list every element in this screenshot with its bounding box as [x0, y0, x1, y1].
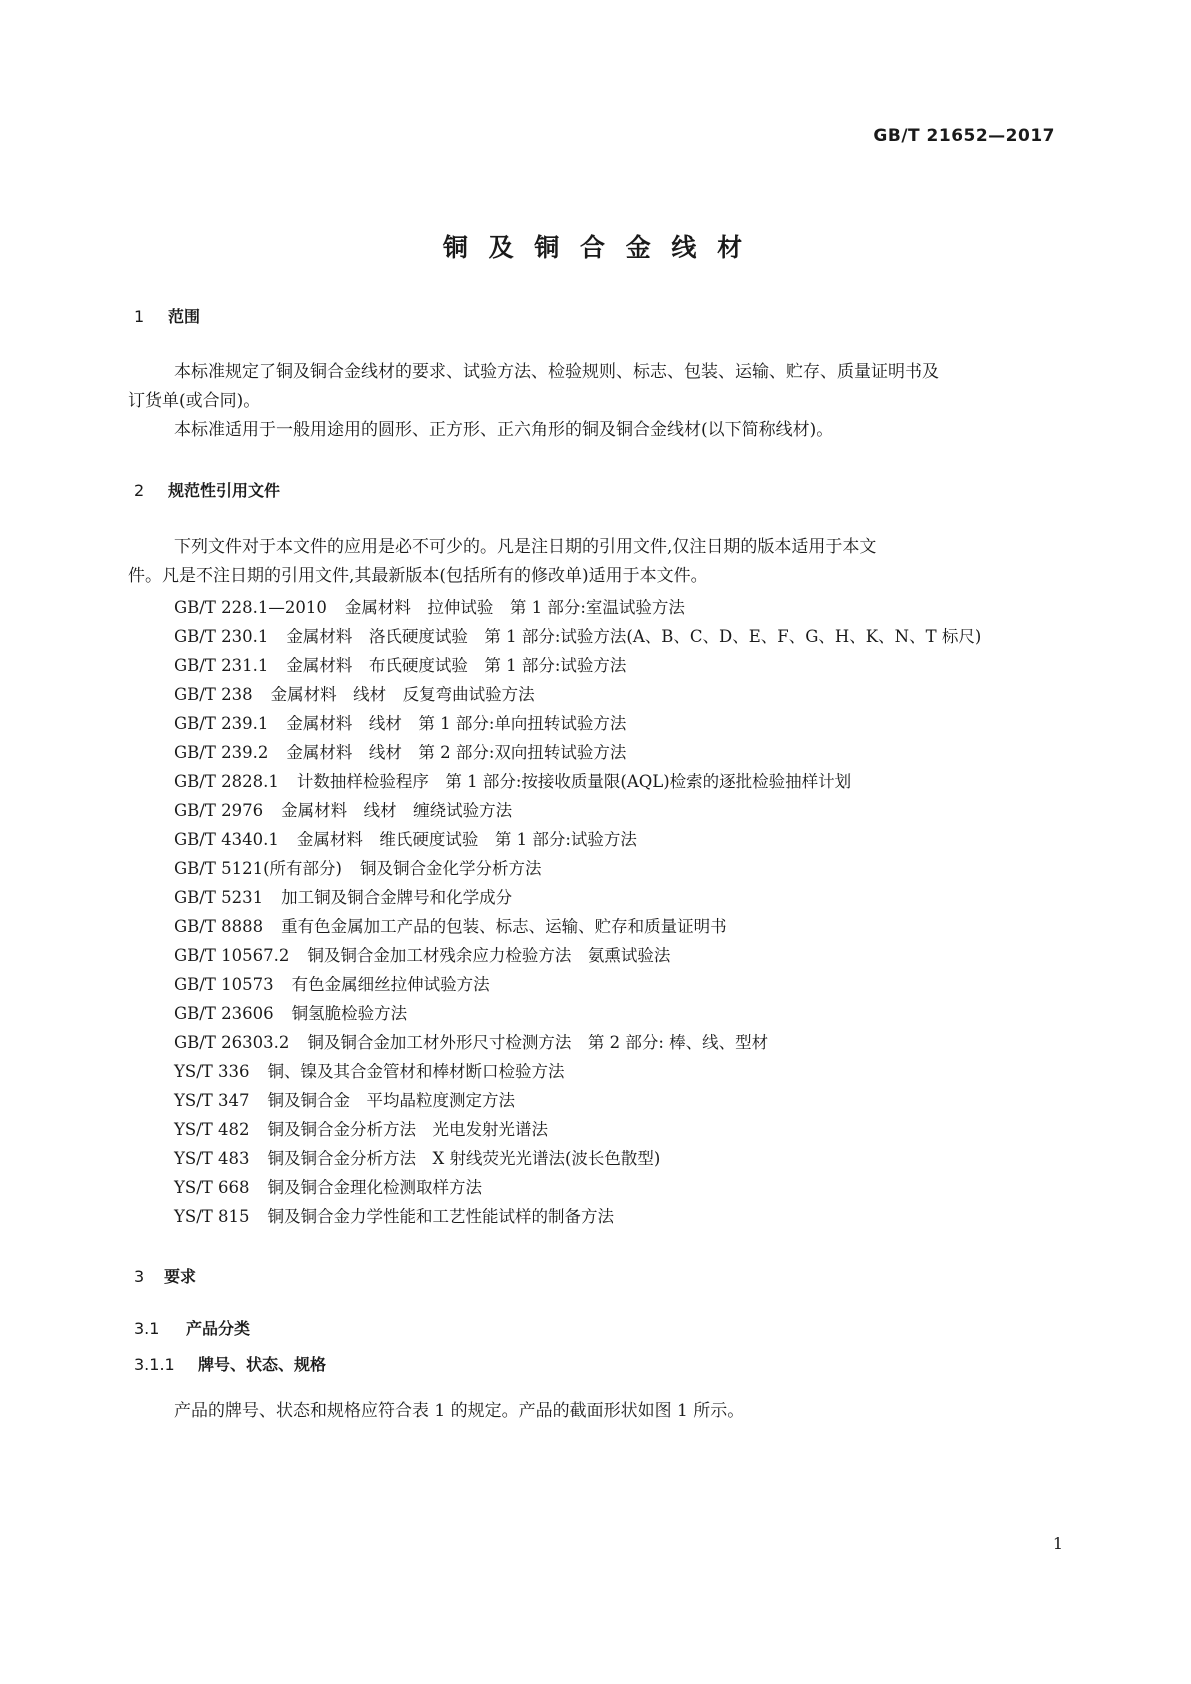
paragraph: 本标准适用于一般用途用的圆形、正方形、正六角形的铜及铜合金线材(以下简称线材)。 [174, 420, 834, 440]
reference-code: GB/T 239.1 [174, 714, 269, 733]
reference-code: YS/T 347 [174, 1091, 250, 1110]
paragraph: 产品的牌号、状态和规格应符合表 1 的规定。产品的截面形状如图 1 所示。 [174, 1401, 745, 1421]
reference-code: GB/T 238 [174, 685, 253, 704]
reference-title: 金属材料 布氏硬度试验 第 1 部分:试验方法 [286, 656, 627, 675]
reference-item [174, 652, 626, 676]
reference-item [174, 855, 541, 879]
reference-item [174, 1029, 768, 1053]
reference-code: GB/T 239.2 [174, 743, 269, 762]
reference-code: GB/T 10573 [174, 975, 274, 994]
reference-item [174, 1174, 482, 1198]
reference-item [174, 594, 685, 618]
reference-code: YS/T 815 [174, 1207, 250, 1226]
reference-code: YS/T 336 [174, 1062, 250, 1081]
reference-item [174, 826, 637, 850]
reference-item [174, 710, 626, 734]
paragraph: 件。凡是不注日期的引用文件,其最新版本(包括所有的修改单)适用于本文件。 [128, 566, 708, 586]
reference-title: 金属材料 线材 第 1 部分:单向扭转试验方法 [286, 714, 627, 733]
reference-title: 铜氢脆检验方法 [291, 1004, 408, 1023]
reference-item [174, 623, 981, 647]
section-title: 规范性引用文件 [168, 481, 281, 500]
paragraph: 下列文件对于本文件的应用是必不可少的。凡是注日期的引用文件,仅注日期的版本适用于本文 [174, 537, 877, 557]
section-1-heading [134, 304, 200, 327]
paragraph: 订货单(或合同)。 [128, 391, 261, 411]
reference-title: 铜及铜合金力学性能和工艺性能试样的制备方法 [267, 1207, 614, 1226]
reference-item [174, 942, 670, 966]
reference-code: GB/T 23606 [174, 1004, 274, 1023]
subsection-3-1-heading [134, 1316, 250, 1339]
reference-code: GB/T 8888 [174, 917, 264, 936]
reference-code: GB/T 2828.1 [174, 772, 279, 791]
reference-title: 金属材料 维氏硬度试验 第 1 部分:试验方法 [296, 830, 637, 849]
reference-code: YS/T 482 [174, 1120, 250, 1139]
reference-title: 金属材料 洛氏硬度试验 第 1 部分:试验方法(A、B、C、D、E、F、G、H、K、N、T 标尺) [286, 627, 982, 646]
reference-item [174, 797, 512, 821]
section-title: 牌号、状态、规格 [198, 1355, 327, 1374]
reference-code: GB/T 5121(所有部分) [174, 859, 342, 878]
section-number: 3.1 [134, 1319, 160, 1338]
reference-code: GB/T 26303.2 [174, 1033, 290, 1052]
reference-title: 金属材料 线材 反复弯曲试验方法 [270, 685, 535, 704]
reference-code: GB/T 10567.2 [174, 946, 290, 965]
section-number: 3.1.1 [134, 1355, 175, 1374]
reference-item [174, 971, 490, 995]
reference-title: 重有色金属加工产品的包装、标志、运输、贮存和质量证明书 [281, 917, 727, 936]
reference-title: 铜及铜合金 平均晶粒度测定方法 [267, 1091, 515, 1110]
section-title: 要求 [164, 1267, 197, 1286]
reference-title: 铜及铜合金分析方法 光电发射光谱法 [267, 1120, 548, 1139]
document-title: 铜 及 铜 合 金 线 材 [442, 233, 749, 262]
reference-item [174, 768, 851, 792]
section-title: 产品分类 [186, 1319, 251, 1338]
reference-item [174, 1145, 660, 1169]
paragraph: 本标准规定了铜及铜合金线材的要求、试验方法、检验规则、标志、包装、运输、贮存、质量证明书及 [174, 362, 939, 382]
subsection-3-1-1-heading [134, 1352, 326, 1375]
reference-code: YS/T 668 [174, 1178, 250, 1197]
reference-title: 加工铜及铜合金牌号和化学成分 [281, 888, 513, 907]
reference-code: GB/T 2976 [174, 801, 264, 820]
reference-item [174, 739, 626, 763]
reference-title: 计数抽样检验程序 第 1 部分:按接收质量限(AQL)检索的逐批检验抽样计划 [296, 772, 852, 791]
reference-title: 有色金属细丝拉伸试验方法 [291, 975, 490, 994]
reference-title: 铜、镍及其合金管材和棒材断口检验方法 [267, 1062, 565, 1081]
section-number: 1 [134, 307, 145, 326]
reference-code: GB/T 228.1—2010 [174, 598, 327, 617]
section-number: 2 [134, 481, 145, 500]
reference-code: GB/T 4340.1 [174, 830, 279, 849]
reference-item [174, 884, 512, 908]
reference-item [174, 1116, 548, 1140]
reference-code: GB/T 230.1 [174, 627, 269, 646]
reference-title: 金属材料 线材 第 2 部分:双向扭转试验方法 [286, 743, 627, 762]
reference-item [174, 1087, 515, 1111]
reference-title: 金属材料 线材 缠绕试验方法 [281, 801, 513, 820]
reference-code: GB/T 5231 [174, 888, 264, 907]
page-number: 1 [1052, 1534, 1063, 1553]
section-3-heading [134, 1264, 196, 1287]
reference-item [174, 1000, 407, 1024]
reference-title: 铜及铜合金化学分析方法 [359, 859, 542, 878]
reference-code: GB/T 231.1 [174, 656, 269, 675]
reference-code: YS/T 483 [174, 1149, 250, 1168]
reference-title: 铜及铜合金加工材外形尺寸检测方法 第 2 部分: 棒、线、型材 [307, 1033, 769, 1052]
reference-title: 铜及铜合金分析方法 X 射线荧光光谱法(波长色散型) [267, 1149, 661, 1168]
reference-title: 铜及铜合金理化检测取样方法 [267, 1178, 482, 1197]
reference-item [174, 681, 535, 705]
reference-title: 金属材料 拉伸试验 第 1 部分:室温试验方法 [344, 598, 685, 617]
reference-title: 铜及铜合金加工材残余应力检验方法 氨熏试验法 [307, 946, 671, 965]
section-title: 范围 [168, 307, 201, 326]
reference-item [174, 1058, 565, 1082]
standard-code: GB/T 21652—2017 [873, 126, 1055, 146]
reference-item [174, 1203, 614, 1227]
section-number: 3 [134, 1267, 145, 1286]
section-2-heading [134, 478, 280, 501]
reference-item [174, 913, 727, 937]
